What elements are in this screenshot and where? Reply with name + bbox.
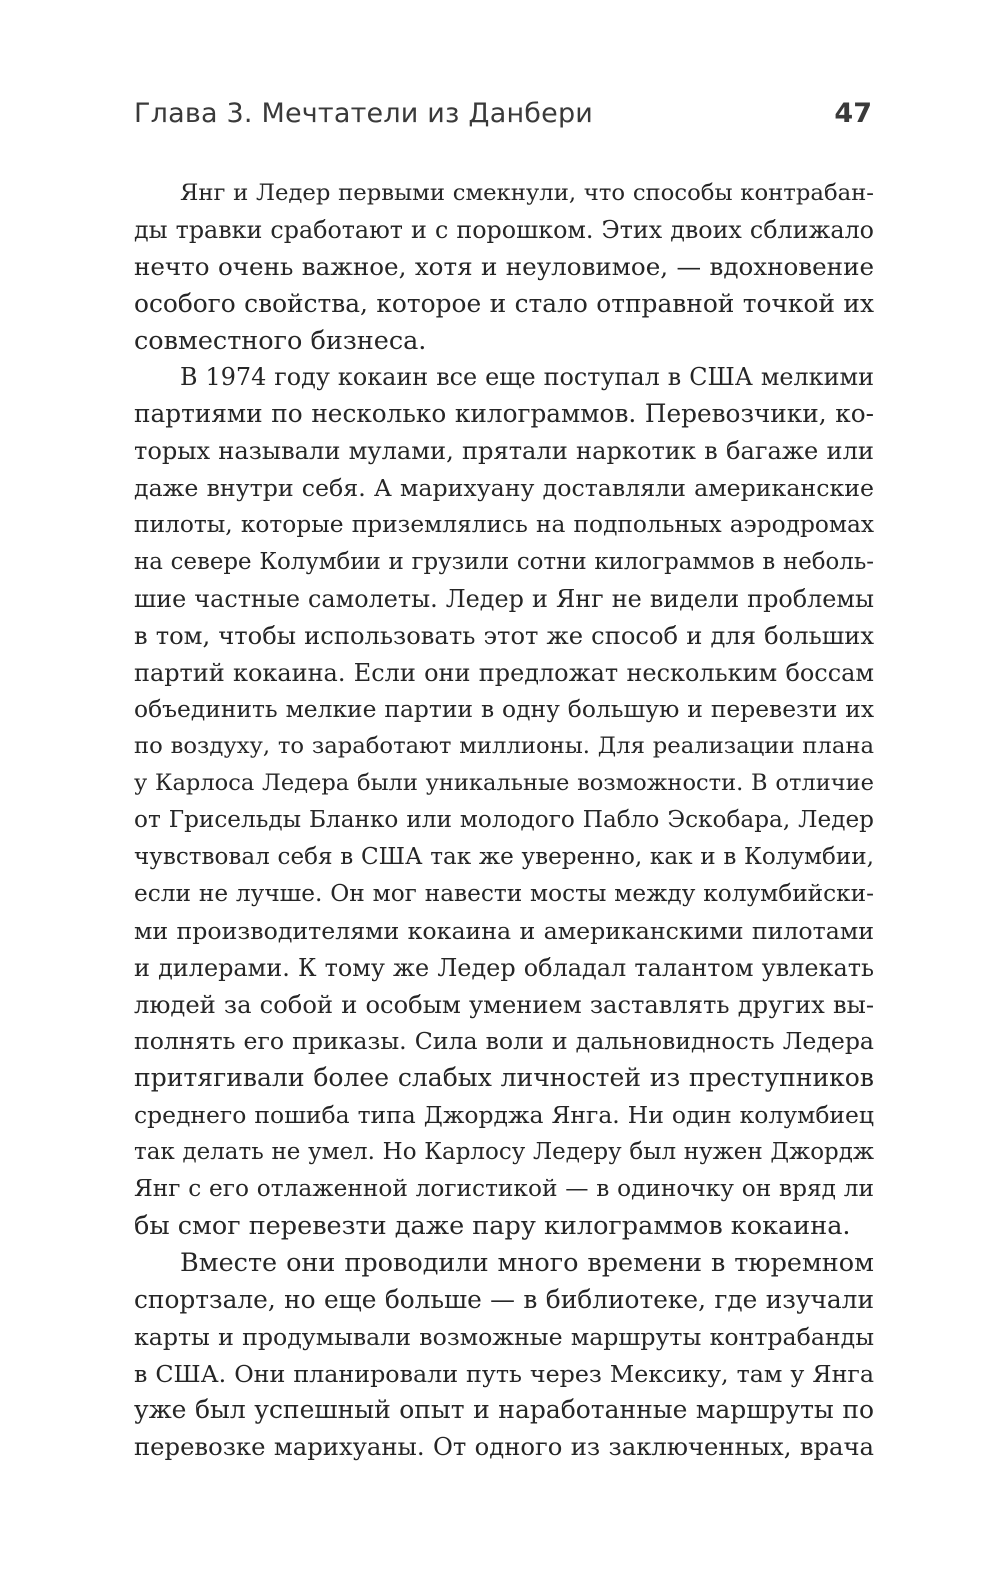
text-line: у Карлоса Ледера были уникальные возможности. В отличие [134, 770, 874, 797]
text-line: Янг и Ледер первыми смекнули, что способы контрабан- [180, 180, 874, 206]
text-line: в том, чтобы использовать этот же способ и для больших [134, 621, 874, 650]
text-line: притягивали более слабых личностей из преступников [134, 1063, 874, 1093]
text-line: ми производителями кокаина и американскими пилотами [134, 916, 874, 945]
body-text [134, 175, 874, 1466]
text-line: чувствовал себя в США так же уверенно, как и в Колумбии, [134, 844, 874, 871]
text-line: среднего пошиба типа Джорджа Янга. Ни один колумбиец [134, 1101, 874, 1130]
text-line: и дилерами. К тому же Ледер обладал талантом увлекать [134, 953, 874, 982]
text-line: даже внутри себя. А марихуану доставляли американские [134, 474, 874, 503]
text-line: партиями по несколько килограммов. Перевозчики, ко- [134, 399, 874, 429]
text-line: объединить мелкие партии в одну большую и перевезти их [134, 695, 874, 724]
text-line: в США. Они планировали путь через Мексику, там у Янга [134, 1359, 874, 1388]
text-line: совместного бизнеса. [134, 325, 427, 356]
text-line: В 1974 году кокаин все еще поступал в США мелкими [180, 363, 874, 392]
text-line: от Грисельды Бланко или молодого Пабло Эскобара, Ледер [134, 806, 874, 834]
text-line: шие частные самолеты. Ледер и Янг не видели проблемы [134, 584, 874, 613]
text-line: торых называли мулами, прятали наркотик в багаже или [134, 437, 874, 466]
text-line: особого свойства, которое и стало отправной точкой их [134, 288, 874, 318]
page-number: 47 [834, 98, 872, 129]
text-line: на севере Колумбии и грузили сотни килограммов в неболь- [134, 548, 874, 575]
text-line: карты и продумывали возможные маршруты контрабанды [134, 1322, 874, 1351]
paragraph-2 [134, 359, 874, 1244]
text-line: полнять его приказы. Сила воли и дальновидность Ледера [134, 1027, 874, 1056]
paragraph-1 [134, 175, 874, 359]
text-line: спортзале, но еще больше — в библиотеке, где изучали [134, 1284, 874, 1314]
text-line: если не лучше. Он мог навести мосты между колумбийски- [134, 879, 874, 907]
paragraph-3 [134, 1245, 874, 1466]
text-line: перевозке марихуаны. От одного из заключенных, врача [134, 1432, 874, 1462]
text-line: пилоты, которые приземлялись на подпольных аэродромах [134, 511, 874, 539]
text-line: нечто очень важное, хотя и неуловимое, — вдохновение [134, 251, 874, 281]
text-line: бы смог перевезти даже пару килограммов кокаина. [134, 1210, 851, 1241]
text-line: по воздуху, то заработают миллионы. Для реализации плана [134, 733, 874, 760]
text-line: Янг с его отлаженной логистикой — в одиночку он вряд ли [134, 1175, 874, 1203]
text-line: Вместе они проводили много времени в тюремном [180, 1247, 874, 1278]
running-header [134, 94, 874, 134]
chapter-title: Глава 3. Мечтатели из Данбери [134, 98, 594, 129]
text-line: так делать не умел. Но Карлосу Ледеру был нужен Джордж [134, 1139, 874, 1166]
text-line: партий кокаина. Если они предложат нескольким боссам [134, 658, 874, 687]
text-line: ды травки сработают и с порошком. Этих двоих сближало [134, 215, 874, 244]
text-line: людей за собой и особым умением заставлять других вы- [134, 990, 874, 1019]
text-line: уже был успешный опыт и наработанные маршруты по [134, 1395, 874, 1425]
